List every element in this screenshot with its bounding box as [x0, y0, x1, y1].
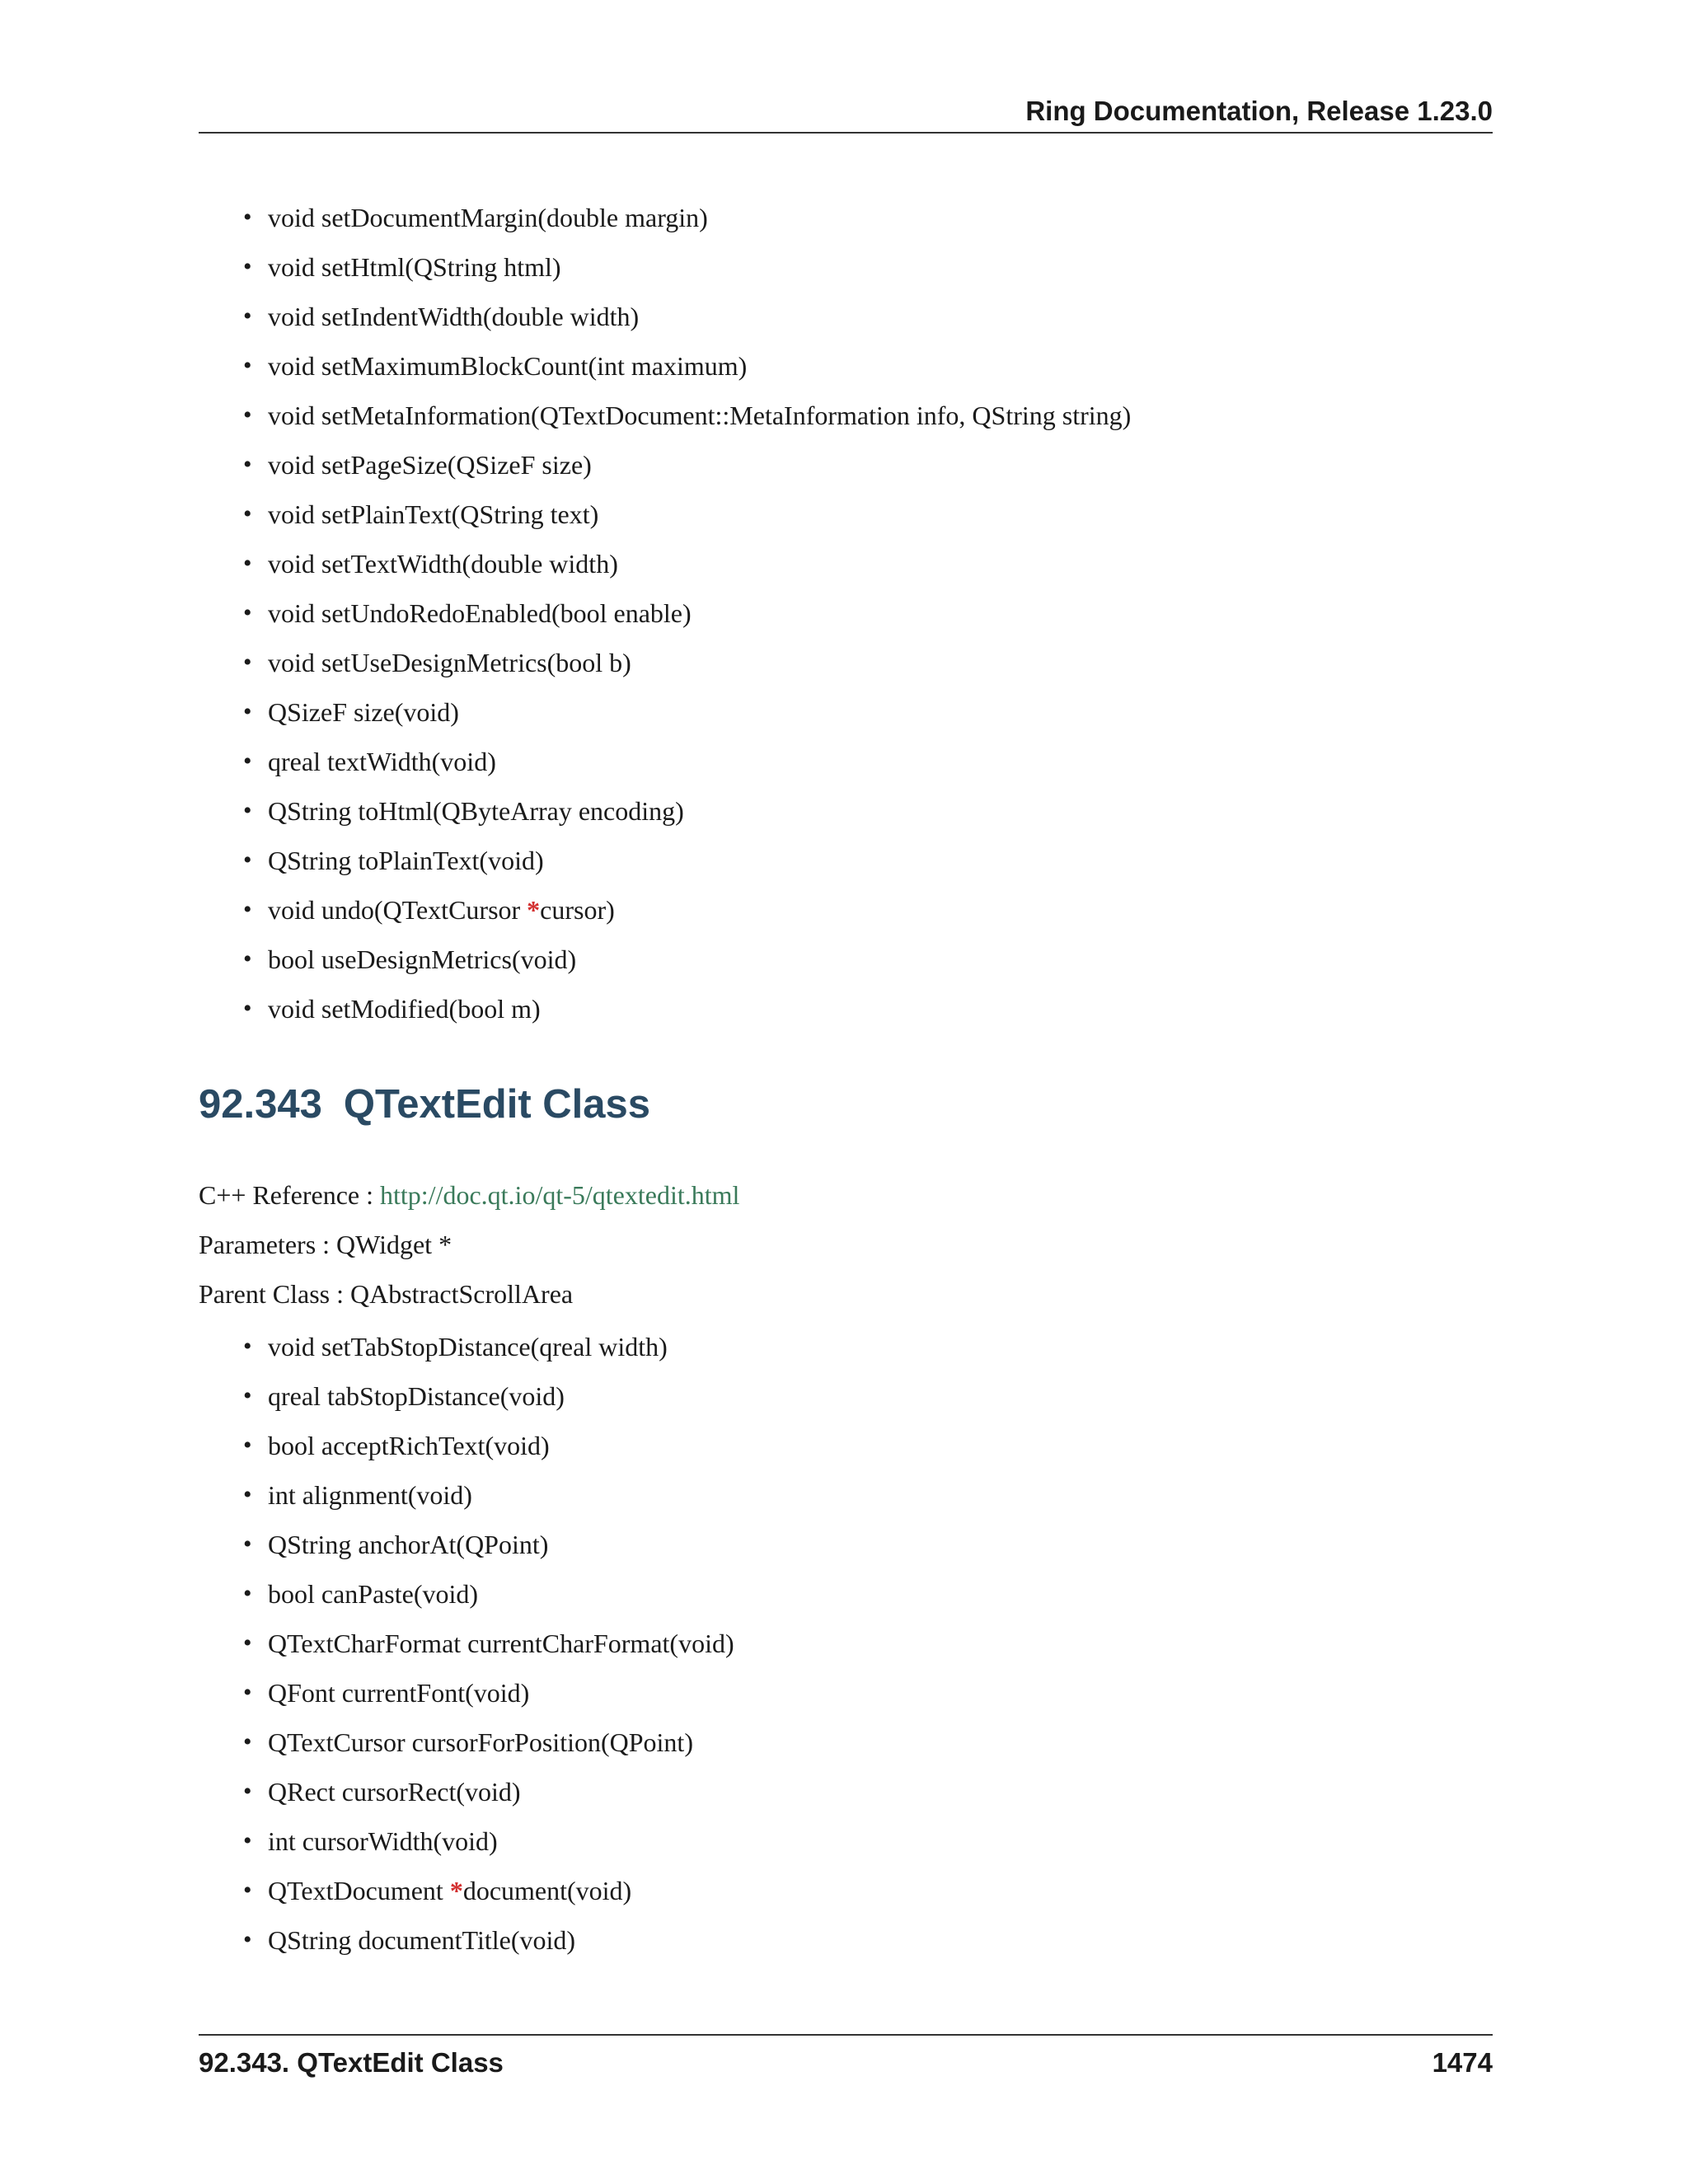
- method-item: • bool canPaste(void): [243, 1569, 1479, 1619]
- parent-class-line: Parent Class : QAbstractScrollArea: [199, 1279, 574, 1309]
- method-item: • void setMaximumBlockCount(int maximum): [243, 341, 1479, 391]
- method-item: • QTextCharFormat currentCharFormat(void): [243, 1619, 1479, 1668]
- method-item: • void setTabStopDistance(qreal width): [243, 1322, 1479, 1371]
- method-item: • void setTextWidth(double width): [243, 539, 1479, 588]
- method-text: QTextDocument: [268, 1876, 450, 1905]
- method-text: document(void): [462, 1876, 632, 1905]
- method-item: • bool useDesignMetrics(void): [243, 935, 1479, 984]
- method-text: void undo(QTextCursor: [268, 895, 528, 925]
- cpp-reference: [199, 1180, 739, 1211]
- page-footer: [199, 2034, 1493, 2085]
- method-item: • QString documentTitle(void): [243, 1915, 1479, 1965]
- method-item: • void setUndoRedoEnabled(bool enable): [243, 588, 1479, 638]
- reference-link[interactable]: http://doc.qt.io/qt-5/qtextedit.html: [380, 1180, 740, 1210]
- method-list-bottom: [243, 1322, 1479, 1965]
- method-item: • QString toHtml(QByteArray encoding): [243, 786, 1479, 836]
- method-item: • void setPlainText(QString text): [243, 490, 1479, 539]
- method-item: • QRect cursorRect(void): [243, 1767, 1479, 1816]
- method-item: [243, 1866, 1479, 1915]
- method-item: • qreal tabStopDistance(void): [243, 1371, 1479, 1421]
- method-item: • void setMetaInformation(QTextDocument::MetaInformation info, QString string): [243, 391, 1479, 440]
- method-item: • bool acceptRichText(void): [243, 1421, 1479, 1470]
- method-item: [243, 885, 1479, 935]
- method-item: • void setUseDesignMetrics(bool b): [243, 638, 1479, 687]
- method-text: cursor): [540, 895, 615, 925]
- method-item: • void setModified(bool m): [243, 984, 1479, 1033]
- method-item: • void setDocumentMargin(double margin): [243, 193, 1479, 242]
- method-list-top: [243, 193, 1479, 1033]
- page-number: 1474: [1432, 2047, 1493, 2078]
- method-item: • QString anchorAt(QPoint): [243, 1520, 1479, 1569]
- pointer-star: *: [527, 895, 541, 925]
- page-header: [199, 91, 1493, 134]
- method-item: • QSizeF size(void): [243, 687, 1479, 737]
- section-number: 92.343: [199, 1082, 322, 1127]
- method-item: • QString toPlainText(void): [243, 836, 1479, 885]
- method-item: • void setIndentWidth(double width): [243, 292, 1479, 341]
- method-item: • QFont currentFont(void): [243, 1668, 1479, 1718]
- header-title: Ring Documentation, Release 1.23.0: [1025, 96, 1493, 126]
- pointer-star: *: [449, 1876, 463, 1905]
- method-item: • void setHtml(QString html): [243, 242, 1479, 292]
- method-item: • QTextCursor cursorForPosition(QPoint): [243, 1718, 1479, 1767]
- section-heading: [199, 1081, 650, 1127]
- reference-label: C++ Reference :: [199, 1180, 380, 1210]
- method-item: • int alignment(void): [243, 1470, 1479, 1520]
- method-item: • qreal textWidth(void): [243, 737, 1479, 786]
- section-title: QTextEdit Class: [343, 1082, 651, 1127]
- method-item: • void setPageSize(QSizeF size): [243, 440, 1479, 490]
- footer-section: 92.343. QTextEdit Class: [199, 2047, 504, 2078]
- method-item: • int cursorWidth(void): [243, 1816, 1479, 1866]
- parameters-line: Parameters : QWidget *: [199, 1230, 452, 1259]
